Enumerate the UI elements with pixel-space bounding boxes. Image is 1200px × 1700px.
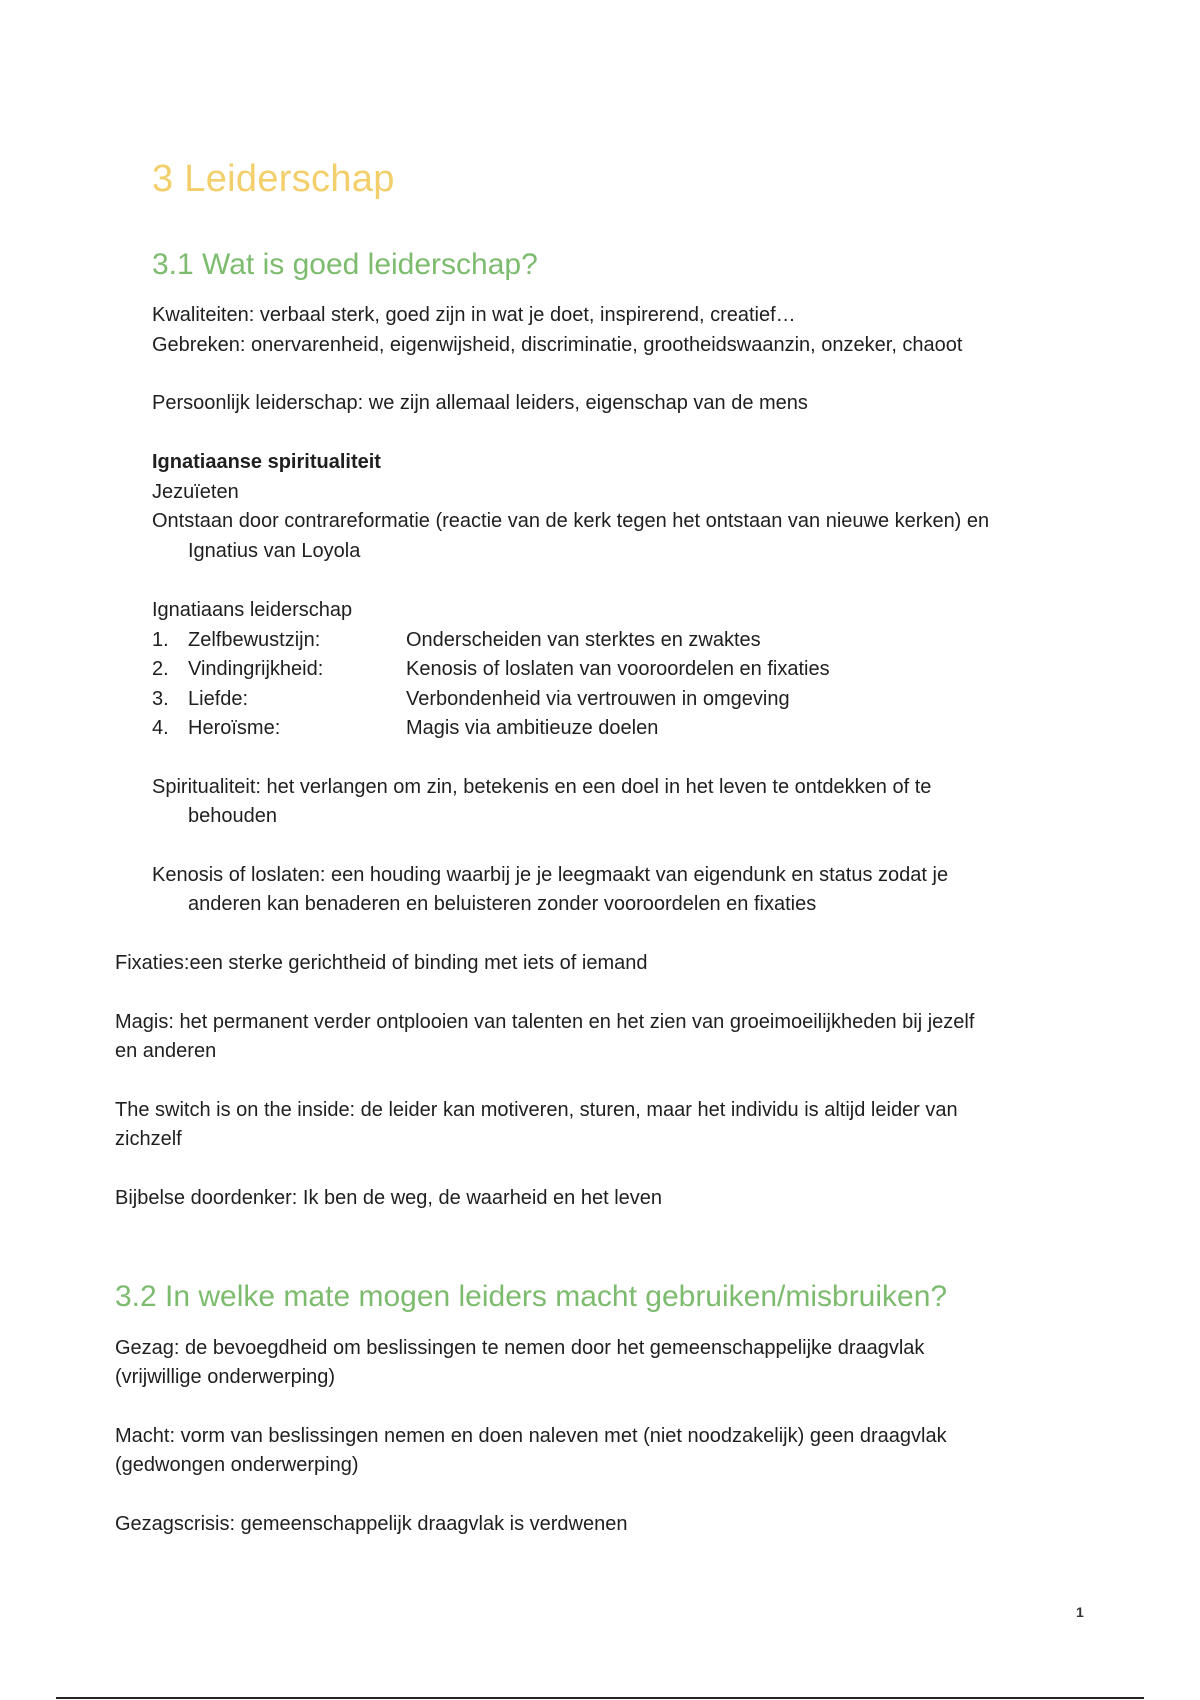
gezagscrisis-line: Gezagscrisis: gemeenschappelijk draagvlak is verdwenen: [115, 1513, 628, 1535]
macht-line-2: (gedwongen onderwerping): [115, 1454, 359, 1476]
magis-line-2: en anderen: [115, 1040, 217, 1062]
list-desc: Magis via ambitieuze doelen: [406, 717, 659, 739]
switch-line-1: The switch is on the inside: de leider kan motiveren, sturen, maar het individu is altijd leider van: [115, 1099, 958, 1121]
jezuieten-line: Jezuïeten: [152, 481, 239, 503]
bijbelse-doordenker-line: Bijbelse doordenker: Ik ben de weg, de waarheid en het leven: [115, 1187, 663, 1209]
gezag-line-2: (vrijwillige onderwerping): [115, 1366, 336, 1388]
persoonlijk-leiderschap-line: Persoonlijk leiderschap: we zijn allemaal leiders, eigenschap van de mens: [152, 392, 808, 414]
list-desc: Kenosis of loslaten van vooroordelen en fixaties: [406, 658, 830, 680]
list-term: Liefde:: [188, 688, 249, 710]
spiritualiteit-line-1: Spiritualiteit: het verlangen om zin, betekenis en een doel in het leven te ontdekken of te: [152, 776, 932, 798]
list-number: 2.: [152, 658, 169, 680]
list-number: 1.: [152, 629, 169, 651]
list-number: 3.: [152, 688, 169, 710]
list-desc: Onderscheiden van sterktes en zwaktes: [406, 629, 761, 651]
kenosis-line-2: anderen kan benaderen en beluisteren zonder vooroordelen en fixaties: [188, 893, 817, 915]
ignatiaanse-spiritualiteit-heading: Ignatiaanse spiritualiteit: [152, 451, 381, 473]
section-heading-3-2: 3.2 In welke mate mogen leiders macht gebruiken/misbruiken?: [115, 1280, 948, 1313]
ontstaan-line-2: Ignatius van Loyola: [188, 540, 361, 562]
page-bottom-rule: [56, 1697, 1144, 1699]
gebreken-line: Gebreken: onervarenheid, eigenwijsheid, discriminatie, grootheidswaanzin, onzeker, chaoot: [152, 334, 963, 356]
gezag-line-1: Gezag: de bevoegdheid om beslissingen te nemen door het gemeenschappelijke draagvlak: [115, 1337, 925, 1359]
section-heading-3-1: 3.1 Wat is goed leiderschap?: [152, 248, 538, 281]
ontstaan-line-1: Ontstaan door contrareformatie (reactie van de kerk tegen het ontstaan van nieuwe kerken) en: [152, 510, 990, 532]
ignatiaans-leiderschap-heading: Ignatiaans leiderschap: [152, 599, 353, 621]
kenosis-line-1: Kenosis of loslaten: een houding waarbij je je leegmaakt van eigendunk en status zodat je: [152, 864, 949, 886]
magis-line-1: Magis: het permanent verder ontplooien van talenten en het zien van groeimoeilijkheden bij jezelf: [115, 1011, 975, 1033]
list-desc: Verbondenheid via vertrouwen in omgeving: [406, 688, 790, 710]
list-term: Vindingrijkheid:: [188, 658, 324, 680]
list-number: 4.: [152, 717, 169, 739]
list-term: Zelfbewustzijn:: [188, 629, 321, 651]
kwaliteiten-line: Kwaliteiten: verbaal sterk, goed zijn in wat je doet, inspirerend, creatief…: [152, 304, 796, 326]
switch-line-2: zichzelf: [115, 1128, 182, 1150]
page-number: 1: [1076, 1604, 1084, 1620]
chapter-title: 3 Leiderschap: [152, 158, 395, 200]
list-term: Heroïsme:: [188, 717, 281, 739]
macht-line-1: Macht: vorm van beslissingen nemen en doen naleven met (niet noodzakelijk) geen draagvlak: [115, 1425, 947, 1447]
spiritualiteit-line-2: behouden: [188, 805, 277, 827]
fixaties-line: Fixaties:een sterke gerichtheid of binding met iets of iemand: [115, 952, 648, 974]
